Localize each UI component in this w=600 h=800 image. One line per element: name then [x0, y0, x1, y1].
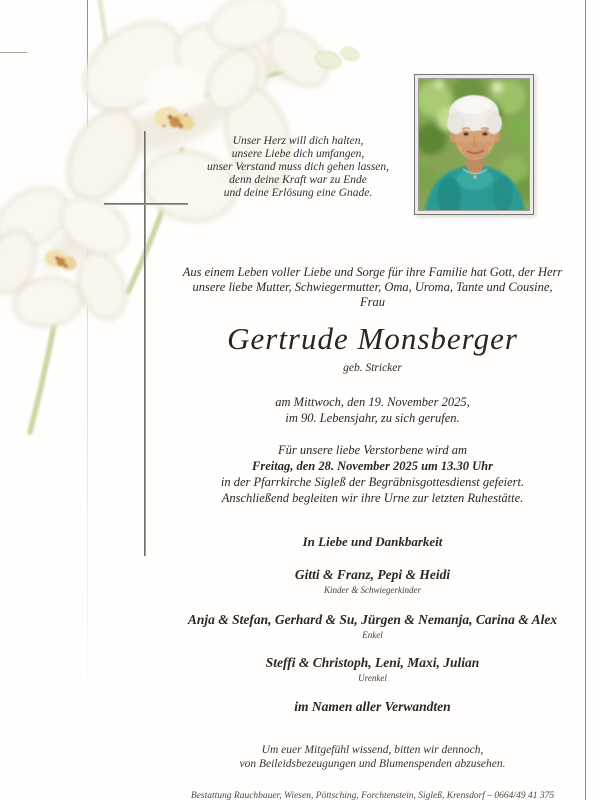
- condolence-line: Um euer Mitgefühl wissend, bitten wir dennoch,: [261, 744, 484, 756]
- poem-line: denn deine Kraft war zu Ende: [229, 174, 367, 186]
- death-date-line: im 90. Lebensjahr, zu sich gerufen.: [285, 410, 460, 425]
- poem-line: und deine Erlösung eine Gnade.: [223, 187, 373, 199]
- deceased-name: Gertrude Monsberger: [227, 321, 518, 356]
- maiden-name: geb. Stricker: [343, 362, 402, 374]
- mourner-relation: Kinder & Schwiegerkinder: [324, 585, 421, 595]
- intro-line: Aus einem Leben voller Liebe und Sorge für ihre Familie hat Gott, der Herr: [182, 265, 563, 279]
- service-datetime: Freitag, den 28. November 2025 um 13.30 Uhr: [252, 459, 493, 473]
- card-right-edge-line: [585, 0, 586, 800]
- service-line: in der Pfarrkirche Sigleß der Begräbnisgottesdienst gefeiert.: [220, 475, 525, 489]
- death-date-line: am Mittwoch, den 19. November 2025,: [275, 395, 470, 409]
- funeral-home-footer: Bestattung Rauchbauer, Wiesen, Pöttsching, Forchtenstein, Sigleß, Krensdorf – 0664/49 41 375: [190, 791, 555, 800]
- mourner-names: Anja & Stefan, Gerhard & Su, Jürgen & Nemanja, Carina & Alex: [187, 612, 558, 627]
- death-date-block: [160, 395, 585, 426]
- gratitude-line: In Liebe und Dankbarkeit: [302, 534, 443, 549]
- mourner-relation: Urenkel: [358, 673, 387, 683]
- mourner-relation: Enkel: [362, 630, 383, 640]
- poem-line: unsere Liebe dich umfangen,: [231, 148, 365, 160]
- service-line: Für unsere liebe Verstorbene wird am: [278, 443, 467, 457]
- cross-horizontal-line: [104, 203, 188, 205]
- condolence-block: [160, 744, 585, 771]
- intro-line: unsere liebe Mutter, Schwiegermutter, Oma, Uroma, Tante und Cousine,: [192, 279, 553, 294]
- mourner-names: Gitti & Franz, Pepi & Heidi: [294, 567, 451, 582]
- closing-line: im Namen aller Verwandten: [294, 699, 451, 714]
- intro-block: [160, 265, 585, 309]
- condolence-line: von Beileidsbezeugungen und Blumenspenden abzusehen.: [239, 757, 506, 770]
- mourner-names: Steffi & Christoph, Leni, Maxi, Julian: [265, 655, 480, 670]
- intro-line: Frau: [360, 294, 385, 309]
- poem-block: [128, 135, 468, 200]
- poem-line: Unser Herz will dich halten,: [232, 135, 364, 147]
- service-line: Anschließend begleiten wir ihre Urne zur letzten Ruhestätte.: [221, 491, 524, 505]
- service-block: [160, 442, 585, 506]
- poem-line: unser Verstand muss dich gehen lassen,: [206, 161, 390, 173]
